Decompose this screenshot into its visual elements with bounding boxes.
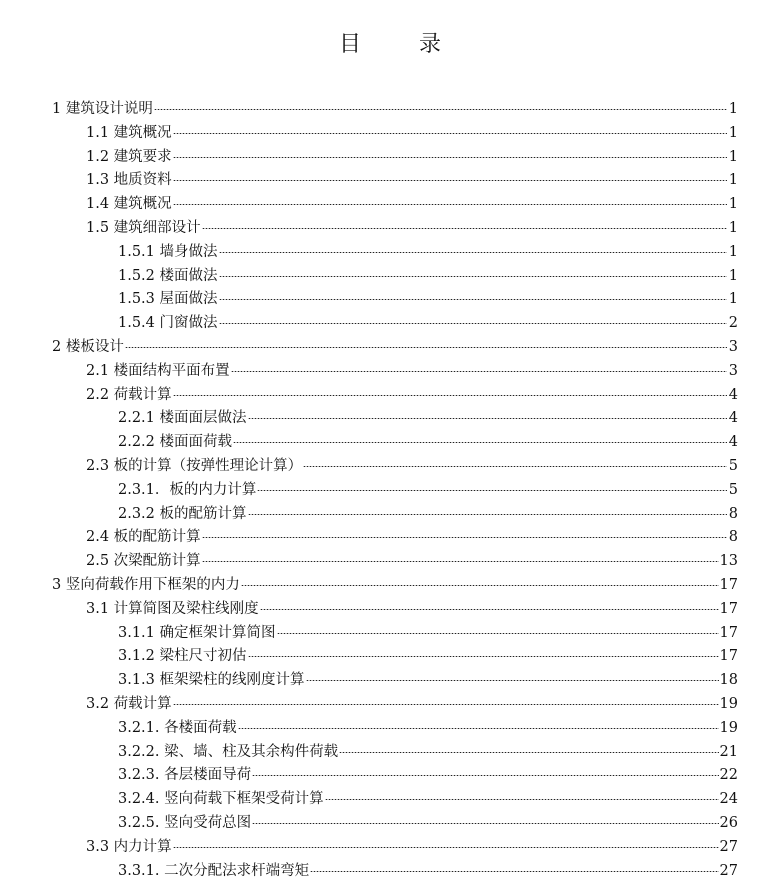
toc-entry-page-number: 4 (728, 434, 738, 451)
toc-entry-title: 3.2.3. 各层楼面导荷 (118, 767, 252, 784)
dot-leader (260, 609, 719, 610)
toc-entry-page-number: 1 (728, 124, 738, 141)
toc-entry-page-number: 17 (719, 600, 738, 617)
dot-leader (173, 704, 719, 705)
page-title: 目 录 (338, 32, 459, 57)
dot-leader (306, 680, 719, 681)
dot-leader (252, 775, 718, 776)
toc-entry[interactable] (0, 98, 780, 122)
toc-entry[interactable] (0, 479, 780, 503)
toc-entry-title: 3.1.3 框架梁柱的线刚度计算 (118, 672, 305, 689)
toc-entry-page-number: 8 (728, 505, 738, 522)
toc-entry-page-number: 21 (719, 743, 738, 760)
toc-entry-page-number: 17 (719, 648, 738, 665)
toc-entry-title: 2 楼板设计 (52, 338, 124, 355)
dot-leader (238, 728, 719, 729)
dot-leader (202, 561, 719, 562)
toc-entry-title: 3 竖向荷载作用下框架的内力 (52, 576, 240, 593)
toc-entry-page-number: 27 (719, 862, 738, 879)
toc-entry-page-number: 17 (719, 576, 738, 593)
toc-entry-page-number: 26 (719, 814, 738, 831)
toc-entry-page-number: 3 (728, 362, 738, 379)
toc-entry[interactable] (0, 860, 780, 884)
toc-entry[interactable] (0, 836, 780, 860)
toc-entry-page-number: 18 (719, 672, 738, 689)
toc-entry-page-number: 3 (728, 338, 738, 355)
toc-entry-page-number: 5 (728, 457, 738, 474)
toc-entry-page-number: 19 (719, 719, 738, 736)
toc-entry[interactable] (0, 741, 780, 765)
dot-leader (310, 871, 718, 872)
dot-leader (325, 799, 719, 800)
toc-entry-title: 1.2 建筑要求 (86, 148, 172, 165)
toc-entry-page-number: 17 (719, 624, 738, 641)
toc-entry-title: 1.4 建筑概况 (86, 196, 172, 213)
toc-entry[interactable] (0, 764, 780, 788)
toc-entry[interactable] (0, 526, 780, 550)
toc-entry-page-number: 27 (719, 838, 738, 855)
toc-entry-page-number: 1 (728, 219, 738, 236)
toc-entry[interactable] (0, 122, 780, 146)
dot-leader (277, 633, 719, 634)
dot-leader (219, 276, 727, 277)
dot-leader (173, 847, 719, 848)
toc-entry-page-number: 4 (728, 386, 738, 403)
toc-entry-title: 3.2.1. 各楼面荷载 (118, 719, 237, 736)
toc-entry[interactable] (0, 717, 780, 741)
toc-entry[interactable] (0, 169, 780, 193)
toc-entry-title: 1.5.1 墙身做法 (118, 243, 218, 260)
toc-entry-title: 3.2.4. 竖向荷载下框架受荷计算 (118, 791, 324, 808)
dot-leader (252, 823, 718, 824)
toc-entry[interactable] (0, 550, 780, 574)
dot-leader (202, 537, 727, 538)
dot-leader (173, 133, 727, 134)
toc-entry-title: 2.3.2 板的配筋计算 (118, 505, 247, 522)
toc-entry[interactable] (0, 574, 780, 598)
toc-entry[interactable] (0, 645, 780, 669)
toc-entry[interactable] (0, 455, 780, 479)
dot-leader (248, 418, 727, 419)
toc-entry[interactable] (0, 812, 780, 836)
toc-entry[interactable] (0, 217, 780, 241)
dot-leader (233, 442, 727, 443)
toc-entry-title: 1.5.2 楼面做法 (118, 267, 218, 284)
dot-leader (154, 109, 727, 110)
toc-entry-title: 3.1.1 确定框架计算简图 (118, 624, 276, 641)
toc-entry-page-number: 22 (719, 767, 738, 784)
toc-entry-page-number: 1 (728, 196, 738, 213)
toc-entry[interactable] (0, 312, 780, 336)
dot-leader (202, 228, 727, 229)
toc-entry[interactable] (0, 598, 780, 622)
dot-leader (241, 585, 719, 586)
table-of-contents (0, 98, 780, 883)
dot-leader (219, 323, 727, 324)
dot-leader (231, 371, 727, 372)
toc-entry-page-number: 1 (728, 243, 738, 260)
dot-leader (219, 299, 727, 300)
toc-entry-page-number: 1 (728, 291, 738, 308)
toc-entry-page-number: 1 (728, 101, 738, 117)
toc-entry[interactable] (0, 384, 780, 408)
dot-leader (257, 490, 727, 491)
toc-entry-page-number: 4 (728, 410, 738, 427)
toc-entry-title: 3.3 内力计算 (86, 838, 172, 855)
toc-entry-title: 2.1 楼面结构平面布置 (86, 362, 230, 379)
toc-entry[interactable] (0, 193, 780, 217)
toc-entry-title: 2.2.2 楼面面荷载 (118, 434, 233, 451)
toc-entry-title: 1.5 建筑细部设计 (86, 219, 201, 236)
toc-entry-page-number: 24 (719, 791, 738, 808)
toc-entry-page-number: 2 (728, 315, 738, 332)
dot-leader (219, 252, 727, 253)
dot-leader (173, 204, 727, 205)
toc-entry-title: 2.2.1 楼面面层做法 (118, 410, 247, 427)
toc-entry-title: 1.3 地质资料 (86, 172, 172, 189)
toc-entry[interactable] (0, 788, 780, 812)
toc-entry-title: 3.1 计算简图及梁柱线刚度 (86, 600, 259, 617)
toc-entry-title: 1.1 建筑概况 (86, 124, 172, 141)
toc-entry-page-number: 1 (728, 172, 738, 189)
dot-leader (303, 466, 727, 467)
toc-entry[interactable] (0, 407, 780, 431)
dot-leader (339, 752, 718, 753)
dot-leader (248, 656, 719, 657)
toc-entry[interactable] (0, 503, 780, 527)
toc-entry-title: 3.2 荷载计算 (86, 695, 172, 712)
dot-leader (173, 395, 727, 396)
toc-entry-page-number: 8 (728, 529, 738, 546)
toc-entry[interactable] (0, 669, 780, 693)
toc-entry[interactable] (0, 336, 780, 360)
toc-entry-title: 3.2.5. 竖向受荷总图 (118, 814, 252, 831)
toc-entry[interactable] (0, 288, 780, 312)
toc-entry[interactable] (0, 265, 780, 289)
toc-entry[interactable] (0, 431, 780, 455)
toc-entry-page-number: 19 (719, 695, 738, 712)
toc-entry-page-number: 1 (728, 148, 738, 165)
toc-entry-title: 3.2.2. 梁、墙、柱及其余构件荷载 (118, 743, 339, 760)
toc-entry-page-number: 1 (728, 267, 738, 284)
toc-entry-page-number: 13 (719, 553, 738, 570)
toc-entry-title: 3.1.2 梁柱尺寸初估 (118, 648, 247, 665)
dot-leader (248, 514, 727, 515)
toc-entry[interactable] (0, 360, 780, 384)
toc-entry[interactable] (0, 241, 780, 265)
toc-entry[interactable] (0, 693, 780, 717)
toc-entry-title: 1.5.3 屋面做法 (118, 291, 218, 308)
toc-entry-title: 2.4 板的配筋计算 (86, 529, 201, 546)
toc-entry[interactable] (0, 622, 780, 646)
toc-entry-page-number: 5 (728, 481, 738, 498)
toc-entry-title: 2.5 次梁配筋计算 (86, 553, 201, 570)
toc-entry-title: 1.5.4 门窗做法 (118, 315, 218, 332)
toc-entry[interactable] (0, 146, 780, 170)
toc-entry-title: 2.2 荷载计算 (86, 386, 172, 403)
toc-entry-title: 2.3 板的计算（按弹性理论计算） (86, 457, 303, 474)
dot-leader (125, 347, 727, 348)
toc-entry-title: 1 建筑设计说明 (52, 101, 153, 117)
toc-entry-title: 3.3.1. 二次分配法求杆端弯矩 (118, 862, 310, 879)
dot-leader (173, 180, 727, 181)
toc-entry-title: 2.3.1．板的内力计算 (118, 481, 257, 498)
dot-leader (173, 157, 727, 158)
